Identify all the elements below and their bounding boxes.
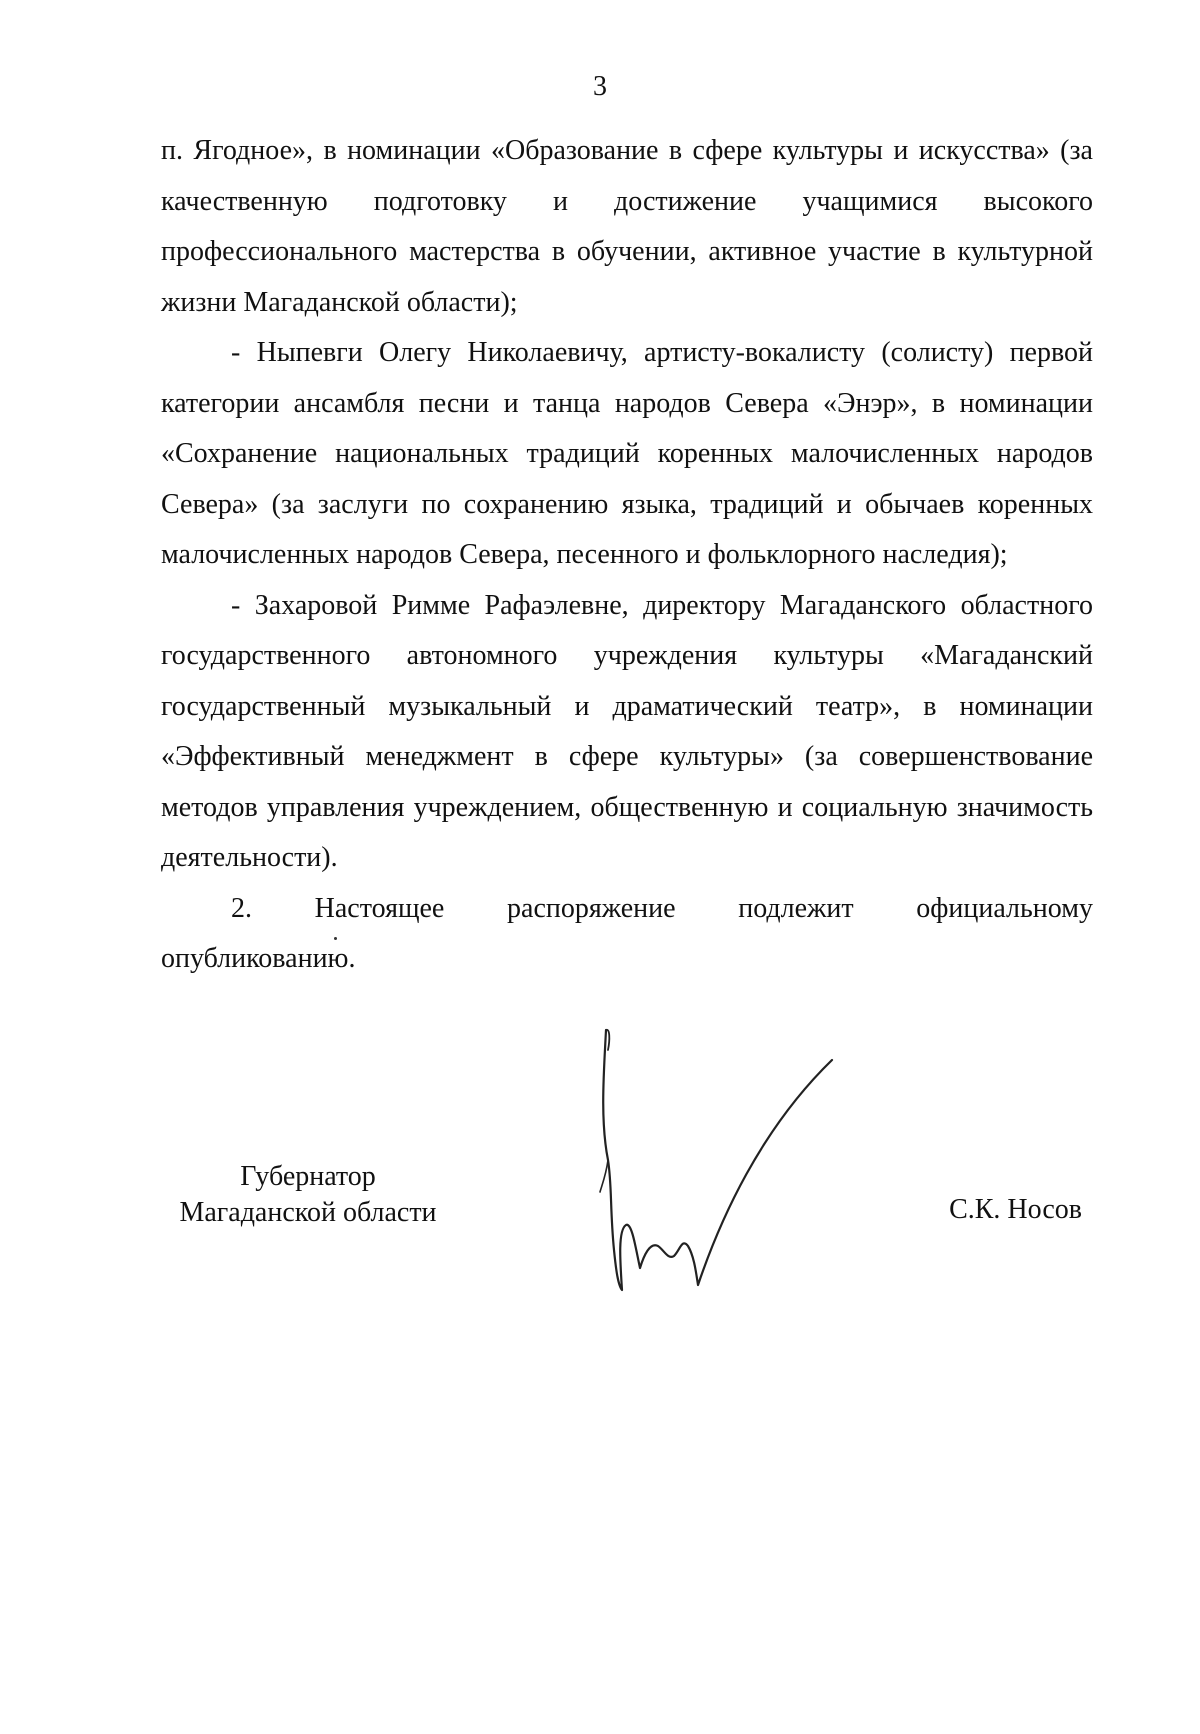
scan-speck bbox=[334, 937, 337, 940]
clause-2-line bbox=[161, 884, 1093, 935]
clause-2-number: 2. bbox=[231, 892, 252, 924]
clause-2-continuation: опубликованию. bbox=[161, 943, 356, 974]
page-number: 3 bbox=[593, 71, 607, 102]
clause-2-word: распоряжение bbox=[507, 892, 676, 924]
signatory-title bbox=[163, 1159, 453, 1231]
signatory-title-line1: Губернатор bbox=[240, 1161, 376, 1192]
paragraph-nypevgi: - Ныпевги Олегу Николаевичу, артисту-вокалисту (солисту) первой категории ансамбля песни и танца народов Севера «Энэр», в номинации «Сохранение национальных традиций коренных малочисленных народов Севера» (за заслуги по сохранению языка, традиций и обычаев коренных малочисленных народов Севера, песенного и фольклорного наследия); bbox=[161, 337, 1093, 570]
handwritten-signature bbox=[570, 1010, 870, 1310]
document-body bbox=[161, 126, 1093, 985]
clause-2-word: официальному bbox=[916, 892, 1093, 924]
clause-2-word: Настоящее bbox=[314, 892, 445, 924]
clause-2-word: подлежит bbox=[738, 892, 854, 924]
paragraph-zakharova: - Захаровой Римме Рафаэлевне, директору Магаданского областного государственного автономного учреждения культуры «Магаданский государственный музыкальный и драматический театр», в номинации «Эффективный менеджмент в сфере культуры» (за совершенствование методов управления учреждением, общественную и социальную значимость деятельности). bbox=[161, 589, 1093, 873]
signatory-title-line2: Магаданской области bbox=[179, 1197, 437, 1228]
paragraph-yagodnoe: п. Ягодное», в номинации «Образование в сфере культуры и искусства» (за качественную подготовку и достижение учащимися высокого профессионального мастерства в обучении, активное участие в культурной жизни Магаданской области); bbox=[161, 135, 1093, 318]
signatory-name: С.К. Носов bbox=[949, 1194, 1082, 1225]
